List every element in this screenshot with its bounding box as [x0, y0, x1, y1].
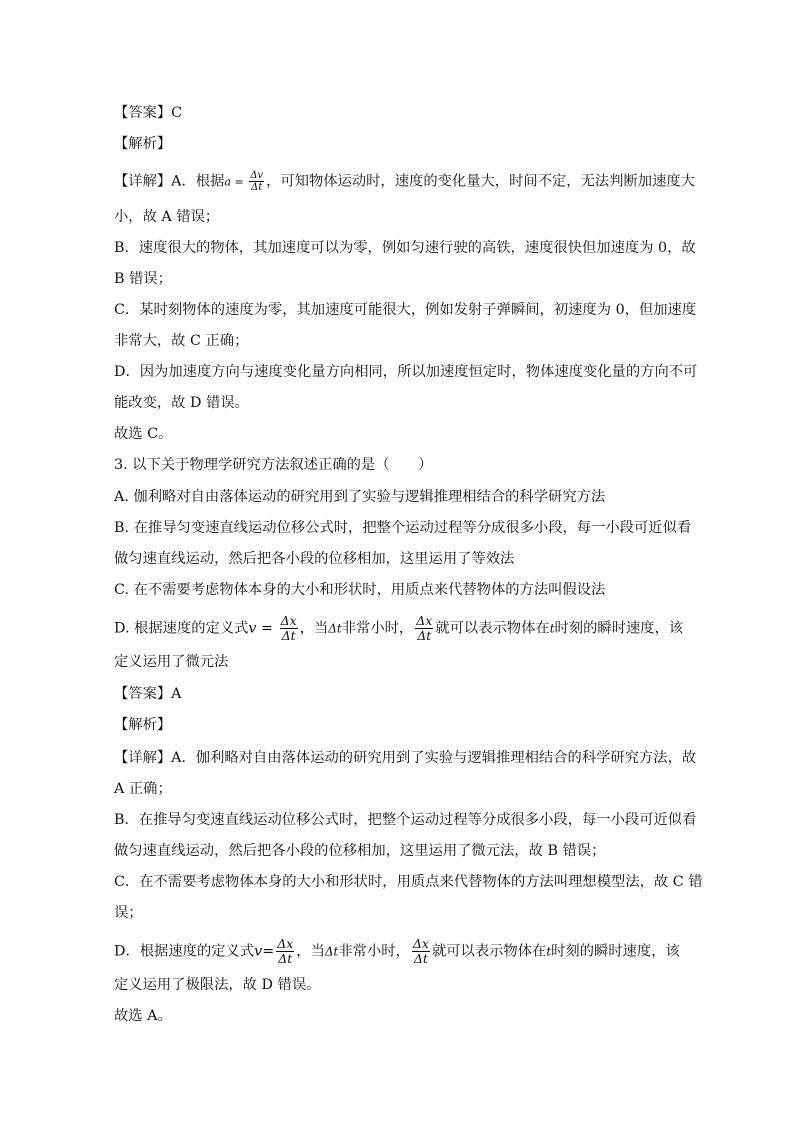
detail-line-a-q2: 【详解】A．根据a = $\frac{\Delta v}{\Delta t}$ ，可知物体运动时，速度的变化量大，时间不定，无法判断加速度大 [114, 170, 695, 193]
detail-line-c-q3-cont: 误； [114, 905, 143, 921]
detail-line-d-q3-cont: 定义运用了极限法，故 D 错误。 [114, 977, 321, 993]
detail-line-d-q2-cont: 能改变，故 D 错误。 [114, 395, 249, 411]
answer-line-q3: 【答案】A [114, 686, 182, 702]
question-3-option-d: D. 根据速度的定义式v = $\frac{\Delta x}{\Delta t}$ ，当Δt非常小时， $\frac{\Delta x}{\Delta t}$ 就可以表示物体在t时刻的瞬时速度，该 [114, 613, 684, 643]
question-3-option-b-cont: 做匀速直线运动，然后把各小段的位移相加，这里运用了等效法 [114, 551, 515, 567]
detail-line-b-q2: B．速度很大的物体，其加速度可以为零，例如匀速行驶的高铁，速度很快但加速度为 0，故 [114, 240, 696, 256]
detail-line-b-q2-cont: B 错误； [114, 271, 172, 287]
question-3-option-b: B. 在推导匀变速直线运动位移公式时，把整个运动过程等分成很多小段，每一小段可近似看 [114, 520, 692, 536]
detail-line-c-q3: C．在不需要考虑物体本身的大小和形状时，用质点来代替物体的方法叫理想模型法，故 C 错 [114, 874, 703, 890]
detail-line-a-q2-cont: 小，故 A 错误； [114, 209, 220, 225]
question-3-option-a: A. 伽利略对自由落体运动的研究用到了实验与逻辑推理相结合的科学研究方法 [114, 489, 606, 505]
choice-line-q2: 故选 C。 [114, 426, 173, 442]
question-3-stem: 3. 以下关于物理学研究方法叙述正确的是（ ） [114, 457, 433, 473]
detail-line-d-q3: D．根据速度的定义式v= $\frac{\Delta x}{\Delta t}$ ，当Δt非常小时， $\frac{\Delta x}{\Delta t}$ 就可以表示物体在t时刻的瞬时速度，该 [114, 936, 680, 966]
fraction-dx-dt-2: $\frac{\Delta x}{\Delta t}$ [416, 613, 433, 643]
detail-line-a-q3-cont: A 正确； [114, 781, 172, 797]
question-3-option-d-cont: 定义运用了微元法 [114, 654, 229, 670]
detail-line-a-q3: 【详解】A．伽利略对自由落体运动的研究用到了实验与逻辑推理相结合的科学研究方法，故 [114, 750, 697, 766]
fraction-dx-dt-3: $\frac{\Delta x}{\Delta t}$ [277, 936, 294, 966]
fraction-dx-dt-4: $\frac{\Delta x}{\Delta t}$ [412, 936, 429, 966]
analysis-heading-q3: 【解析】 [114, 717, 172, 733]
detail-line-c-q2: C．某时刻物体的速度为零，其加速度可能很大，例如发射子弹瞬间，初速度为 0，但加速度 [114, 302, 697, 318]
question-3-option-c: C. 在不需要考虑物体本身的大小和形状时，用质点来代替物体的方法叫假设法 [114, 582, 606, 598]
choice-line-q3: 故选 A。 [114, 1008, 172, 1024]
analysis-heading-q2: 【解析】 [114, 136, 172, 152]
detail-line-b-q3-cont: 做匀速直线运动，然后把各小段的位移相加，这里运用了微元法，故 B 错误； [114, 843, 606, 859]
detail-line-d-q2: D．因为加速度方向与速度变化量方向相同，所以加速度恒定时，物体速度变化量的方向不可 [114, 364, 698, 380]
detail-line-b-q3: B．在推导匀变速直线运动位移公式时，把整个运动过程等分成很多小段，每一小段可近似看 [114, 812, 697, 828]
answer-line-q2: 【答案】C [114, 105, 183, 121]
detail-line-c-q2-cont: 非常大，故 C 正确； [114, 333, 249, 349]
fraction-dv-dt: $\frac{\Delta v}{\Delta t}$ [250, 170, 264, 193]
fraction-dx-dt: $\frac{\Delta x}{\Delta t}$ [280, 613, 297, 643]
